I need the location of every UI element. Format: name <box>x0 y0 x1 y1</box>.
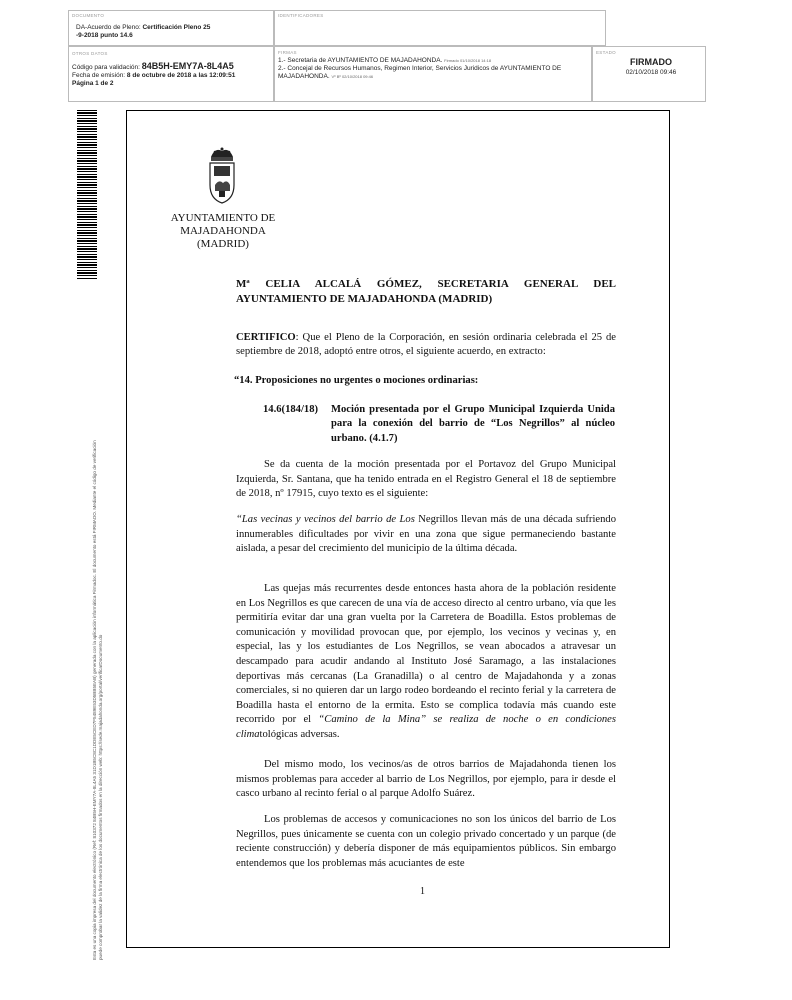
header-identificadores-box <box>274 10 606 46</box>
paragraph-3: Las quejas más recurrentes desde entonces hasta ahora de la población residente en Los Negrillos es que carecen de una vía de acceso directo al centro urbano, vía que les permitiría evitar dar una gran vuelta por la Carretera de Boadilla. Estos problemas de comunicación y movilidad provocan que, por ejemplo, los vecinos y vecinas y, en especial, las y los estudiantes de Los Negrillos, se vean abocados a atravesar un descampado para acudir andando al Instituto José Saramago, a las instalaciones deportivas más cercanas (La Granadilla) o al centro de Majadahonda y a zonas comerciales, si no quieren dar un largo rodeo bordeando el recinto ferial y la carretera de Boadilla hasta el entorno de la ermita. Esto se complica todavía más cuando este recorrido por el “Camino de la Mina” se realiza de noche o en condiciones climatológicas adversas. <box>236 583 616 740</box>
crest-icon <box>205 145 239 205</box>
pagina-indicator: Página 1 de 2 <box>72 80 114 87</box>
item-title: Moción presentada por el Grupo Municipal Izquierda Unida para la conexión del barrio de “Los Negrillos” al núcleo urbano. (4.1.7) <box>331 404 615 444</box>
city-name: AYUNTAMIENTO DE MAJADAHONDA (MADRID) <box>170 212 276 250</box>
page-number: 1 <box>420 886 425 897</box>
paragraph-1: Se da cuenta de la moción presentada por el Portavoz del Grupo Municipal Izquierda, Sr. Santana, que ha tenido entrada en el Registro General el 18 de septiembre de 2018, nº 17915, cuyo texto es el siguiente: <box>236 459 616 500</box>
estado-label: ESTADO <box>596 50 616 55</box>
documento-line1: DA-Acuerdo de Pleno: Certificación Pleno 25 <box>76 24 211 31</box>
paragraph-2: “Las vecinas y vecinos del barrio de Los Negrillos llevan más de una década sufriendo innumerables dificultades por vivir en una zona que sigue permaneciendo bastante aislada, a pesar del crecimiento del municipio de la última década. <box>236 514 616 555</box>
paragraph-4: Del mismo modo, los vecinos/as de otros barrios de Majadahonda tienen los mismos problemas para acceder al barrio de Los Negrillos, por ejemplo, para ir desde el casco urbano al recinto ferial o al parque Adolfo Suárez. <box>236 759 616 800</box>
fecha-emision: Fecha de emisión: 8 de octubre de 2018 a las 12:09:51 <box>72 72 236 79</box>
estado-date: 02/10/2018 09:46 <box>625 69 677 76</box>
firma-2: 2.- Concejal de Recursos Humanos, Regimen Interior, Servicios Juridicos de AYUNTAMIENTO DE <box>278 65 562 72</box>
estado-value: FIRMADO <box>630 57 672 67</box>
documento-label: DOCUMENTO <box>72 13 105 18</box>
otros-datos-label: OTROS DATOS <box>72 51 108 56</box>
paragraph-5: Los problemas de accesos y comunicaciones no son los únicos del barrio de Los Negrillos, pues únicamente se cuenta con un colegio privado concertado y un parque (de reciente construcción) y debería disponer de más equipamientos públicos. Sin embargo entendemos que los problemas más acuciantes de este <box>236 814 616 869</box>
certifico-paragraph: CERTIFICO: Que el Pleno de la Corporación, en sesión ordinaria celebrada el 25 de septiembre de 2018, adoptó entre otros, el siguiente acuerdo, en extracto: <box>236 332 616 358</box>
firmas-label: FIRMAS <box>278 50 297 55</box>
identificadores-label: IDENTIFICADORES <box>278 13 324 18</box>
item-number: 14.6(184/18) <box>263 404 319 415</box>
barcode-icon <box>77 110 97 280</box>
firma-1: 1.- Secretaria de AYUNTAMIENTO DE MAJADAHONDA. Firmado 01/10/2018 14:18 <box>278 57 492 64</box>
sidebar-verification-text: Esta es una copia impresa del documento electrónico (Ref: 810372 84B5H-EMY7A-8L4A5 31D1B5C8C1DDE5CED7F5489E53D5BB5EAB) generada con la aplicación informática Firmadoc. El documento está FIRMADO. Mediante el código de verificación puede comprobar la validez de la firma electrónica de los documentos firmados en la dirección web: https://sede.majadahonda.org/portal/verificarDocumento.do <box>92 440 103 960</box>
firma-2b: MAJADAHONDA. Vº Bº 02/10/2018 09:46 <box>278 73 374 80</box>
codigo-validacion: Código para validación: 84B5H-EMY7A-8L4A5 <box>72 61 234 71</box>
documento-line2: -9-2018 punto 14.6 <box>76 32 133 39</box>
signer-heading: Mª CELIA ALCALÁ GÓMEZ, SECRETARIA GENERAL DEL AYUNTAMIENTO DE MAJADAHONDA (MADRID) <box>236 278 616 305</box>
section-title: “14. Proposiciones no urgentes o mociones ordinarias: <box>234 375 479 386</box>
